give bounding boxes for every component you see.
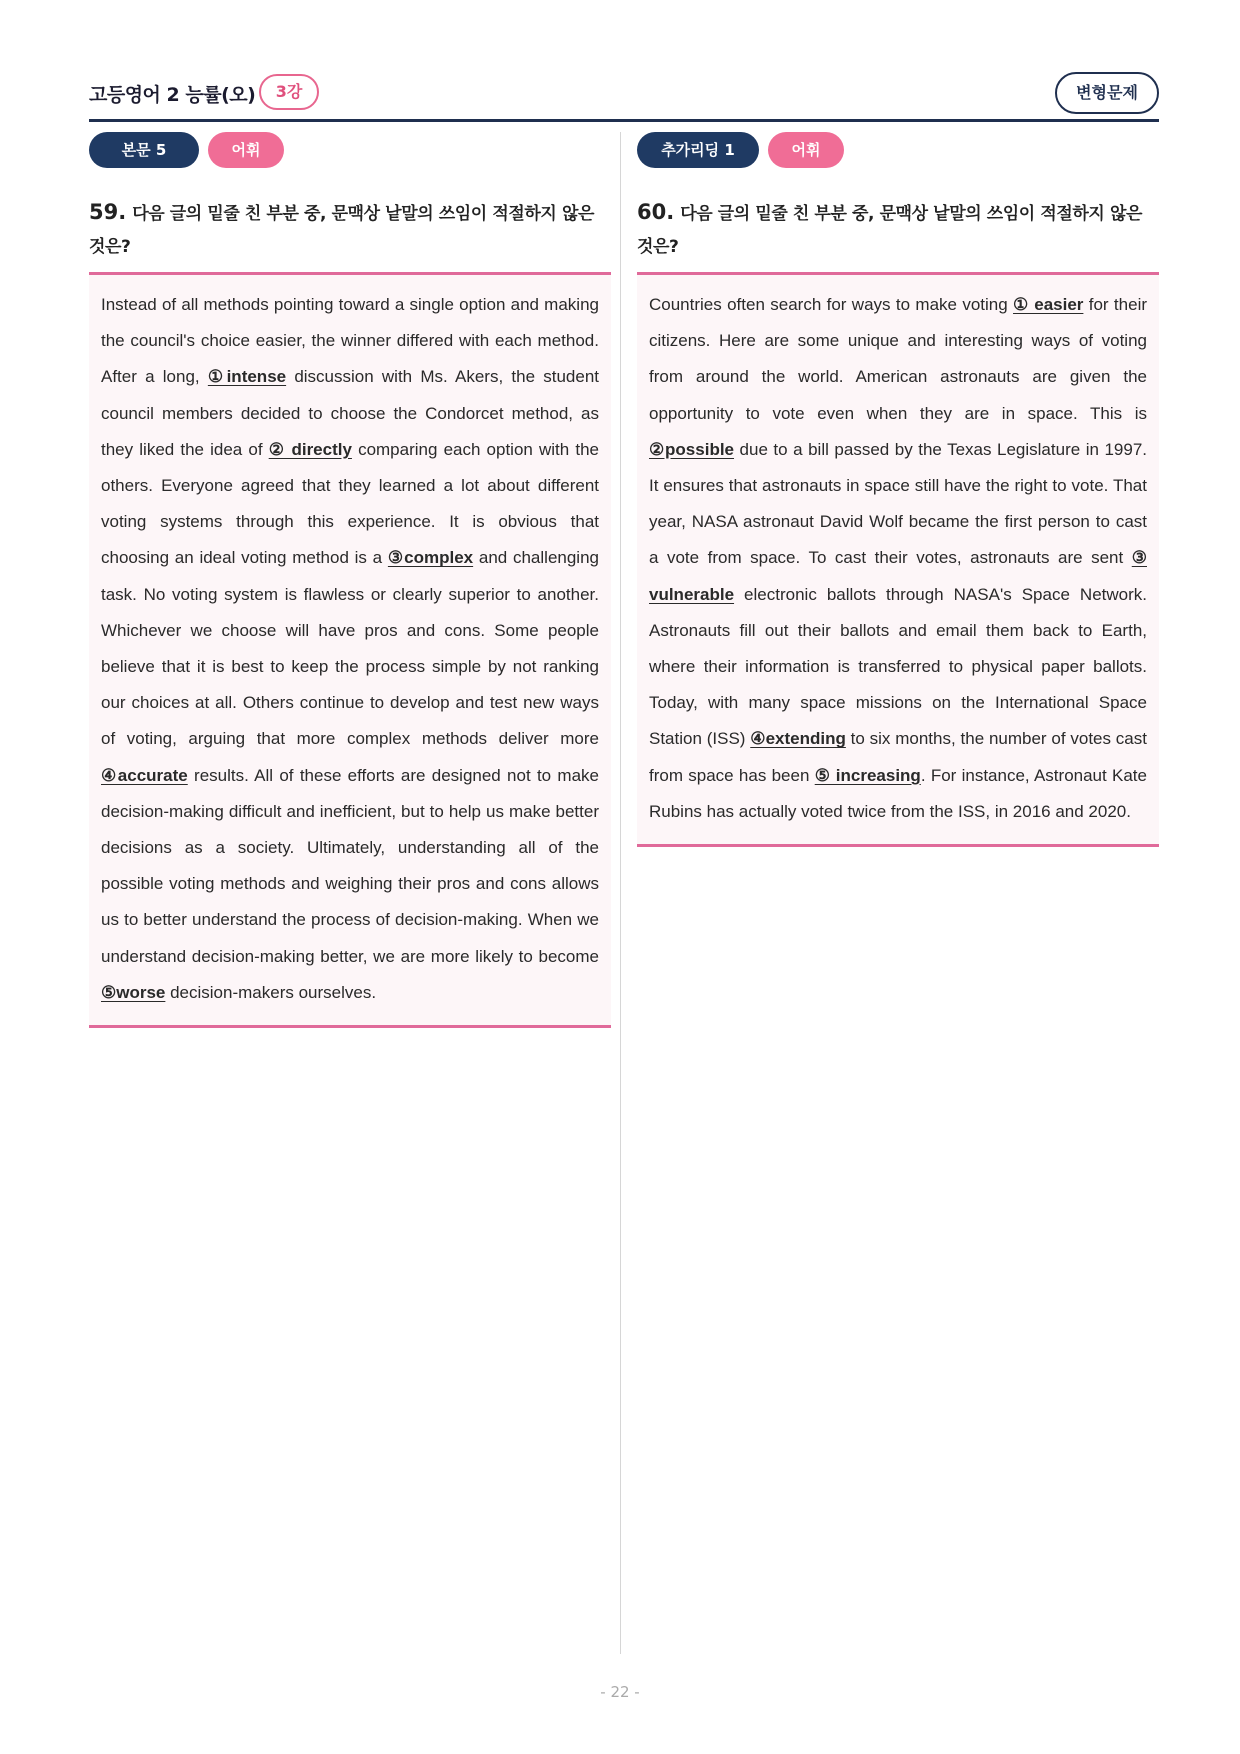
passage-run: results. All of these efforts are designed not to make decision-making difficult and inefficient, but to help us make better decisions as a society. Ultimately, understanding all of the possible voting methods and weighing their pros and cons allows us to better understand the process of decision-making. When we understand decision-making better, we are more likely to become — [101, 765, 599, 966]
answer-choice: ④accurate — [101, 765, 188, 785]
column-divider — [620, 132, 621, 1654]
passage-run: decision-makers ourselves. — [165, 982, 377, 1002]
passage-text — [101, 287, 599, 1011]
answer-choice: ④extending — [750, 729, 846, 749]
passage-run: discussion with Ms. Akers, the student council members decided to choose the Condorcet method, as they liked the idea of — [101, 367, 599, 459]
answer-choice: ⑤worse — [101, 982, 166, 1002]
passage-run: Countries often search for ways to make voting — [649, 295, 1014, 314]
question-text: 다음 글의 밑줄 친 부분 중, 문맥상 낱말의 쓰임이 적절하지 않은 것은? — [637, 204, 1142, 257]
tag-row — [89, 132, 611, 170]
question-text: 다음 글의 밑줄 친 부분 중, 문맥상 낱말의 쓰임이 적절하지 않은 것은? — [89, 204, 594, 257]
passage-run: and challenging task. No voting system is flawless or clearly superior to another. Whichever we choose will have pros and cons. Some people believe that it is best to keep the process simple by not ranking our choices at all. Others continue to develop and test new ways of voting, arguing that more complex methods deliver more — [101, 548, 599, 749]
answer-choice: ②possible — [649, 439, 735, 459]
answer-choice: ② directly — [268, 439, 352, 459]
question-type-badge: 변형문제 — [1055, 72, 1159, 114]
question-prompt — [637, 196, 1159, 264]
question-column-right — [637, 132, 1159, 821]
source-tag: 추가리딩 1 — [637, 132, 759, 168]
question-number: 59. — [89, 200, 127, 224]
passage-run: due to a bill passed by the Texas Legislature in 1997. It ensures that astronauts in space still have the right to vote. That year, NASA astronaut David Wolf became the first person to cast a vote from space. To cast their votes, astronauts are sent — [649, 439, 1148, 568]
passage-run: comparing each option with the others. Everyone agreed that they learned a lot about different voting systems through this experience. It is obvious that choosing an ideal voting method is a — [101, 439, 599, 568]
source-tag: 본문 5 — [89, 132, 199, 168]
passage-run: Instead of all methods pointing toward a single option and making the council's choice easier, the winner differed with each method. After a long, — [101, 295, 599, 387]
tag-row — [637, 132, 1159, 170]
question-prompt — [89, 196, 611, 264]
passage-run: electronic ballots through NASA's Space Network. Astronauts fill out their ballots and email them back to Earth, where their information is transferred to physical paper ballots. Today, with many space missions on the International Space Station (ISS) — [649, 584, 1147, 749]
answer-choice: ③complex — [387, 548, 474, 568]
page-header — [89, 72, 1159, 122]
question-number: 60. — [637, 200, 675, 224]
answer-choice: ⑤ increasing — [814, 765, 921, 785]
passage-box — [89, 275, 611, 1028]
book-title: 고등영어 2 능률(오) — [89, 84, 256, 106]
passage-text — [649, 287, 1147, 830]
question-column-left — [89, 132, 611, 1002]
category-tag: 어휘 — [768, 132, 844, 168]
page-number: - 22 - — [600, 1683, 640, 1701]
passage-run: to six months, the number of votes cast from space has been — [649, 729, 1147, 785]
answer-choice: ③ vulnerable — [649, 548, 1147, 604]
answer-choice: ① easier — [1013, 295, 1084, 314]
category-tag: 어휘 — [208, 132, 284, 168]
answer-choice: ①intense — [207, 367, 287, 387]
passage-run: for their citizens. Here are some unique and interesting ways of voting from around the world. American astronauts are given the opportunity to vote even when they are in space. This is — [649, 295, 1148, 423]
header-divider — [89, 119, 1159, 122]
lesson-badge: 3강 — [259, 74, 319, 110]
passage-run: . For instance, Astronaut Kate Rubins has actually voted twice from the ISS, in 2016 and 2020. — [649, 765, 1147, 821]
passage-box — [637, 275, 1159, 847]
